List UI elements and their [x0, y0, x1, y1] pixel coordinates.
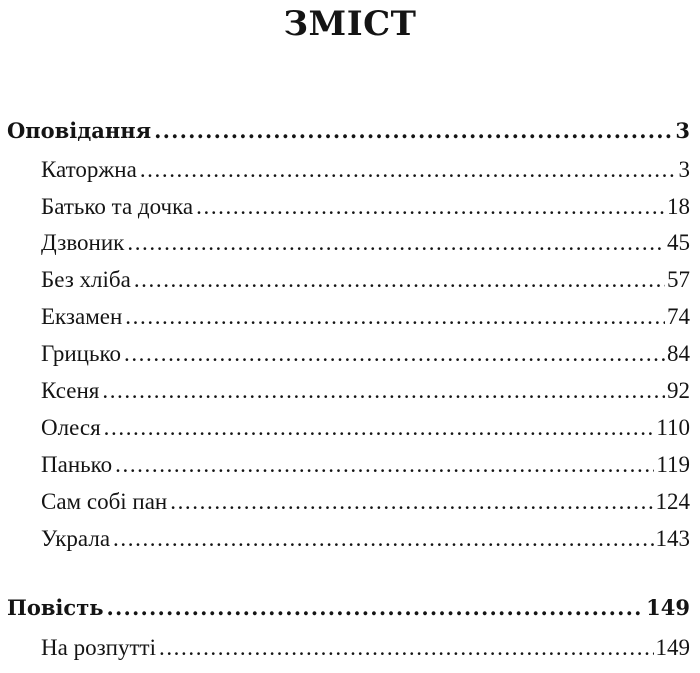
toc-entry: [41, 341, 690, 367]
entry-page-number: 92: [667, 378, 690, 403]
entry-title: Украла: [41, 526, 111, 551]
toc-entry: [41, 489, 690, 515]
entry-title: Панько: [41, 452, 113, 477]
entry-page-number: 143: [655, 526, 690, 551]
entry-title: Олеся: [41, 415, 101, 440]
dot-leader: [113, 526, 653, 552]
dot-leader: [125, 304, 665, 330]
toc-entry: [41, 378, 690, 404]
section-page-number: 149: [646, 595, 690, 620]
dot-leader: [196, 194, 665, 220]
entry-page-number: 124: [655, 489, 690, 514]
dot-leader: [115, 452, 654, 478]
toc-entry: [41, 526, 690, 552]
dot-leader: [124, 341, 665, 367]
entry-title: На розпутті: [41, 635, 156, 660]
entry-title: Сам собі пан: [41, 489, 168, 514]
dot-leader: [102, 378, 665, 404]
entry-page-number: 149: [655, 635, 690, 660]
entry-title: Ксеня: [41, 378, 100, 403]
toc-section-stories: [7, 118, 690, 143]
entry-page-number: 110: [656, 415, 690, 440]
dot-leader: [154, 118, 673, 143]
dot-leader: [170, 489, 653, 515]
toc-entry: [41, 194, 690, 220]
entry-title: Грицько: [41, 341, 121, 366]
dot-leader: [159, 635, 654, 661]
section-title: Оповідання: [7, 118, 152, 143]
toc-entry: [41, 304, 690, 330]
entry-title: Каторжна: [41, 157, 137, 182]
toc-entry: [41, 635, 690, 661]
entry-page-number: 119: [656, 452, 690, 477]
entry-page-number: 18: [667, 194, 690, 219]
entry-title: Екзамен: [41, 304, 123, 329]
entry-title: Дзвоник: [41, 230, 125, 255]
dot-leader: [134, 267, 665, 293]
toc-entry: [41, 230, 690, 256]
entry-page-number: 3: [678, 157, 690, 182]
toc-entry: [41, 267, 690, 293]
dot-leader: [104, 415, 655, 441]
entry-page-number: 45: [667, 230, 690, 255]
entry-page-number: 57: [667, 267, 690, 292]
page-title: ЗМІСТ: [283, 4, 417, 44]
toc-entry: [41, 415, 690, 441]
toc-entry: [41, 157, 690, 183]
dot-leader: [127, 230, 665, 256]
section-title: Повість: [7, 595, 104, 620]
entry-page-number: 84: [667, 341, 690, 366]
toc-section-novella: [7, 595, 690, 620]
dot-leader: [140, 157, 677, 183]
dot-leader: [106, 595, 644, 620]
entry-title: Без хліба: [41, 267, 131, 292]
entry-page-number: 74: [667, 304, 690, 329]
toc-entry: [41, 452, 690, 478]
entry-title: Батько та дочка: [41, 194, 194, 219]
section-page-number: 3: [675, 118, 690, 143]
